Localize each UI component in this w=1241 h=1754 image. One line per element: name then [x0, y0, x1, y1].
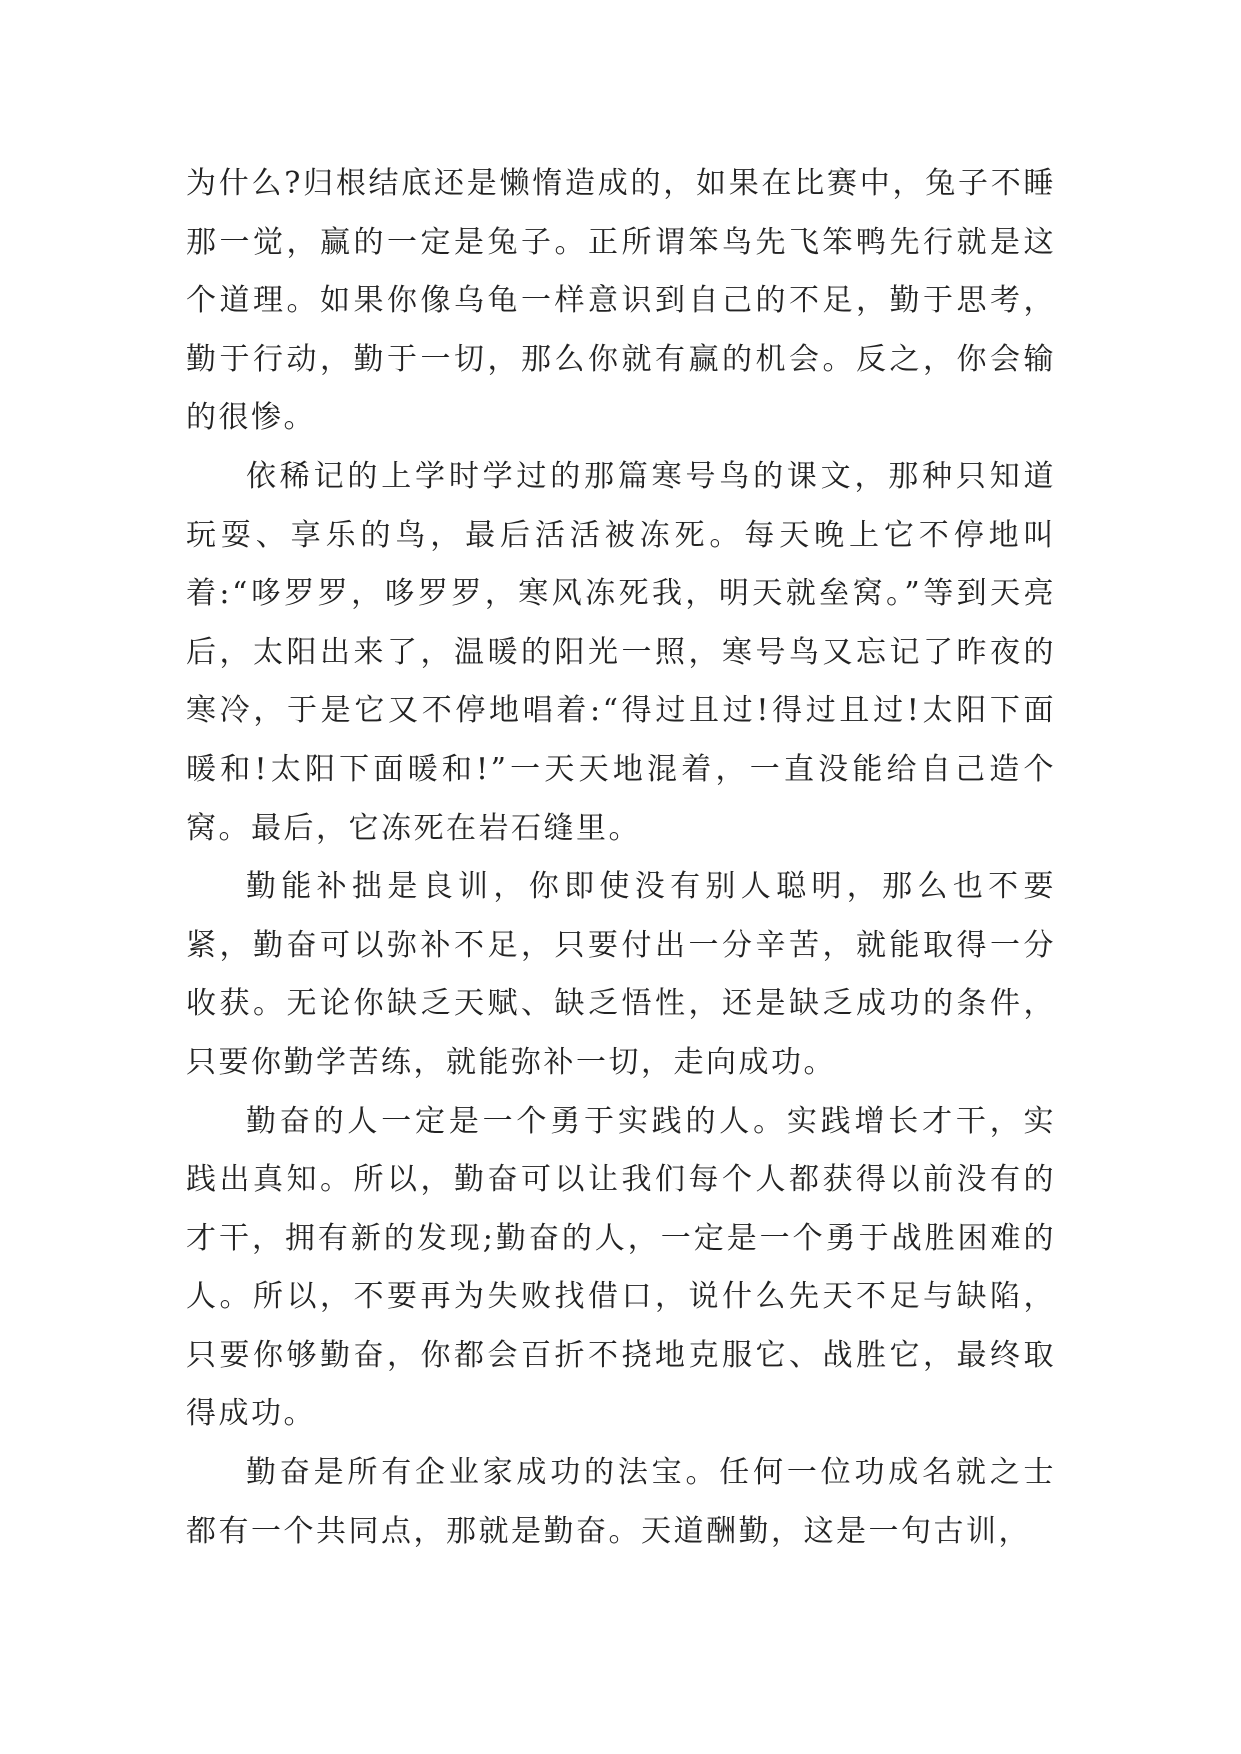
paragraph-cold-bird: 依稀记的上学时学过的那篇寒号鸟的课文，那种只知道玩耍、享乐的鸟，最后活活被冻死。每天晚上它不停地叫着:“哆罗罗，哆罗罗，寒风冻死我，明天就垒窝。”等到天亮后，太阳出来了，温暖的阳光一照，寒号鸟又忘记了昨夜的寒冷，于是它又不停地唱着:“得过且过!得过且过!太阳下面暖和!太阳下面暖和!”一天天地混着，一直没能给自己造个窝。最后，它冻死在岩石缝里。 [186, 458, 1056, 846]
paragraph-practice: 勤奋的人一定是一个勇于实践的人。实践增长才干，实践出真知。所以，勤奋可以让我们每个人都获得以前没有的才干，拥有新的发现;勤奋的人，一定是一个勇于战胜困难的人。所以，不要再为失败找借口，说什么先天不足与缺陷，只要你够勤奋，你都会百折不挠地克服它、战胜它，最终取得成功。 [186, 1103, 1056, 1432]
paragraph-diligence-compensates: 勤能补拙是良训，你即使没有别人聪明，那么也不要紧，勤奋可以弥补不足，只要付出一分辛苦，就能取得一分收获。无论你缺乏天赋、缺乏悟性，还是缺乏成功的条件，只要你勤学苦练，就能弥补一切，走向成功。 [186, 869, 1056, 1080]
paragraph-continued: 为什么?归根结底还是懒惰造成的，如果在比赛中，兔子不睡那一觉，赢的一定是兔子。正所谓笨鸟先飞笨鸭先行就是这个道理。如果你像乌龟一样意识到自己的不足，勤于思考，勤于行动，勤于一切，那么你就有赢的机会。反之，你会输的很惨。 [186, 166, 1056, 436]
document-body [186, 155, 1056, 1561]
paragraph-entrepreneurs: 勤奋是所有企业家成功的法宝。任何一位功成名就之士都有一个共同点，那就是勤奋。天道酬勤，这是一句古训， [186, 1455, 1056, 1549]
